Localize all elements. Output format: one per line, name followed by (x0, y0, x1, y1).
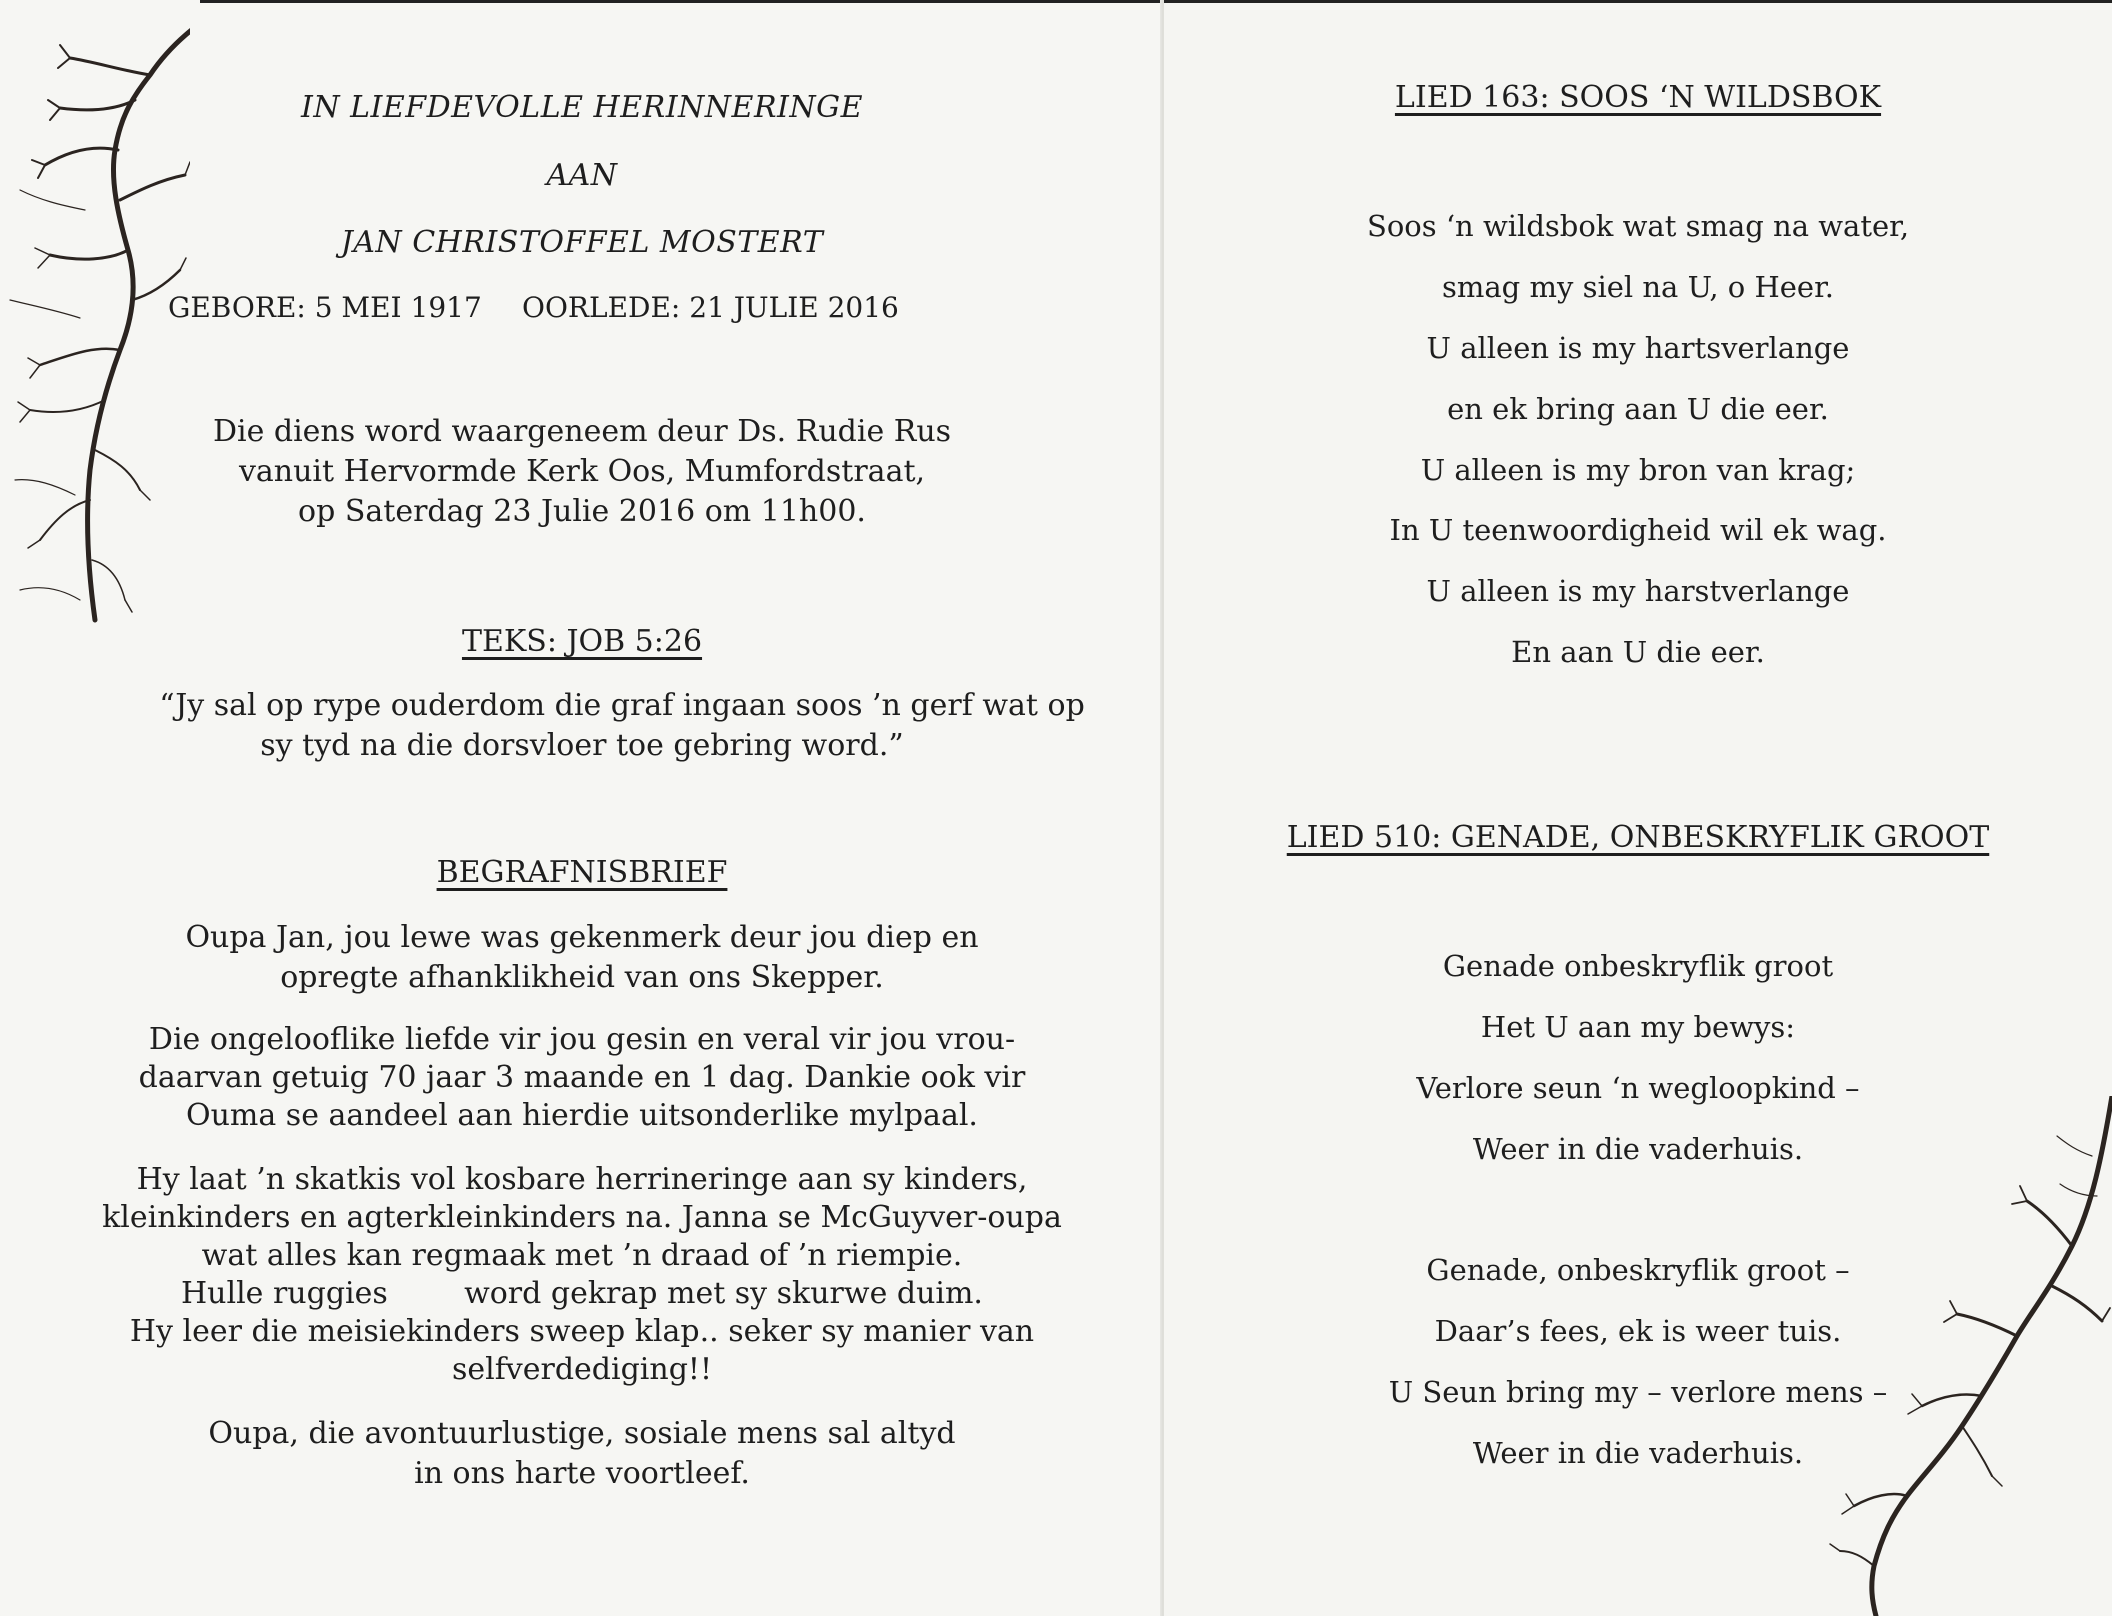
lyric-line: Daar’s fees, ek is weer tuis. (1434, 1314, 1842, 1348)
deceased-name: JAN CHRISTOFFEL MOSTERT (340, 225, 824, 260)
death-date: OORLEDE: 21 JULIE 2016 (522, 291, 899, 324)
letter-heading (0, 853, 1164, 893)
letter-heading-label: BEGRAFNISBRIEF (436, 855, 728, 890)
lyric-line: U alleen is my bron van krag; (1420, 453, 1856, 487)
quote-line: sy tyd na die dorsvloer toe gebring word.” (260, 728, 904, 763)
letter-line: Die ongelooflike liefde vir jou gesin en veral vir jou vrou- (148, 1022, 1016, 1057)
letter-line: Oupa, die avontuurlustige, sosiale mens sal altyd (208, 1416, 956, 1451)
top-edge-line (200, 0, 1164, 3)
letter-line: daarvan getuig 70 jaar 3 maande en 1 dag. Dankie ook vir (138, 1060, 1026, 1095)
lyric-line: Verlore seun ‘n wegloopkind – (1416, 1071, 1860, 1105)
song1-heading-label: LIED 163: SOOS ‘N WILDSBOK (1394, 80, 1882, 115)
lyric-line: En aan U die eer. (1511, 635, 1765, 669)
lyric-line: Soos ‘n wildsbok wat smag na water, (1366, 209, 1910, 243)
letter-line: Hy leer die meisiekinders sweep klap.. seker sy manier van (129, 1314, 1035, 1349)
letter-line: Hy laat ’n skatkis vol kosbare herrineringe aan sy kinders, (136, 1162, 1028, 1197)
letter-line: Hulle ruggies word gekrap met sy skurwe duim. (181, 1276, 983, 1311)
lyric-line: U alleen is my harstverlange (1426, 574, 1850, 608)
service-line: vanuit Hervormde Kerk Oos, Mumfordstraat, (238, 454, 926, 489)
letter-line: kleinkinders en agterkleinkinders na. Janna se McGuyver-oupa (102, 1200, 1062, 1235)
memorial-title: IN LIEFDEVOLLE HERINNERINGE (300, 90, 864, 125)
lyric-line: en ek bring aan U die eer. (1447, 392, 1829, 426)
song2-heading-label: LIED 510: GENADE, ONBESKRYFLIK GROOT (1286, 820, 1990, 855)
letter-line: selfverdediging!! (451, 1352, 713, 1387)
letter-line: in ons harte voortleef. (414, 1456, 750, 1491)
text-heading (0, 622, 1164, 662)
thorny-branch-icon (1812, 1096, 2112, 1616)
lyric-line: U alleen is my hartsverlange (1426, 331, 1850, 365)
lyric-line: Het U aan my bewys: (1480, 1010, 1796, 1044)
memorial-to: AAN (546, 158, 618, 193)
letter-line: opregte afhanklikheid van ons Skepper. (280, 960, 884, 995)
song2-heading (1164, 818, 2112, 858)
lyric-line: Weer in die vaderhuis. (1472, 1132, 1804, 1166)
lyric-line: Genade onbeskryflik groot (1442, 949, 1834, 983)
letter-line: Oupa Jan, jou lewe was gekenmerk deur jou diep en (185, 920, 979, 955)
lyric-line: Weer in die vaderhuis. (1472, 1436, 1804, 1470)
service-line: Die diens word waargeneem deur Ds. Rudie Rus (212, 414, 952, 449)
right-page (1164, 0, 2112, 1616)
birth-date: GEBORE: 5 MEI 1917 (168, 291, 482, 324)
service-line: op Saterdag 23 Julie 2016 om 11h00. (298, 494, 866, 529)
lyric-line: Genade, onbeskryflik groot – (1426, 1253, 1850, 1287)
lyric-line: In U teenwoordigheid wil ek wag. (1389, 513, 1887, 547)
top-edge-line (1164, 0, 2112, 3)
text-heading-label: TEKS: JOB 5:26 (461, 624, 703, 659)
lyric-line: U Seun bring my – verlore mens – (1388, 1375, 1888, 1409)
letter-line: wat alles kan regmaak met ’n draad of ’n riempie. (201, 1238, 963, 1273)
letter-line: Ouma se aandeel aan hierdie uitsonderlike mylpaal. (186, 1098, 978, 1133)
quote-line: “Jy sal op rype ouderdom die graf ingaan soos ’n gerf wat op (159, 688, 1085, 723)
song1-heading (1164, 78, 2112, 118)
lyric-line: smag my siel na U, o Heer. (1442, 270, 1834, 304)
